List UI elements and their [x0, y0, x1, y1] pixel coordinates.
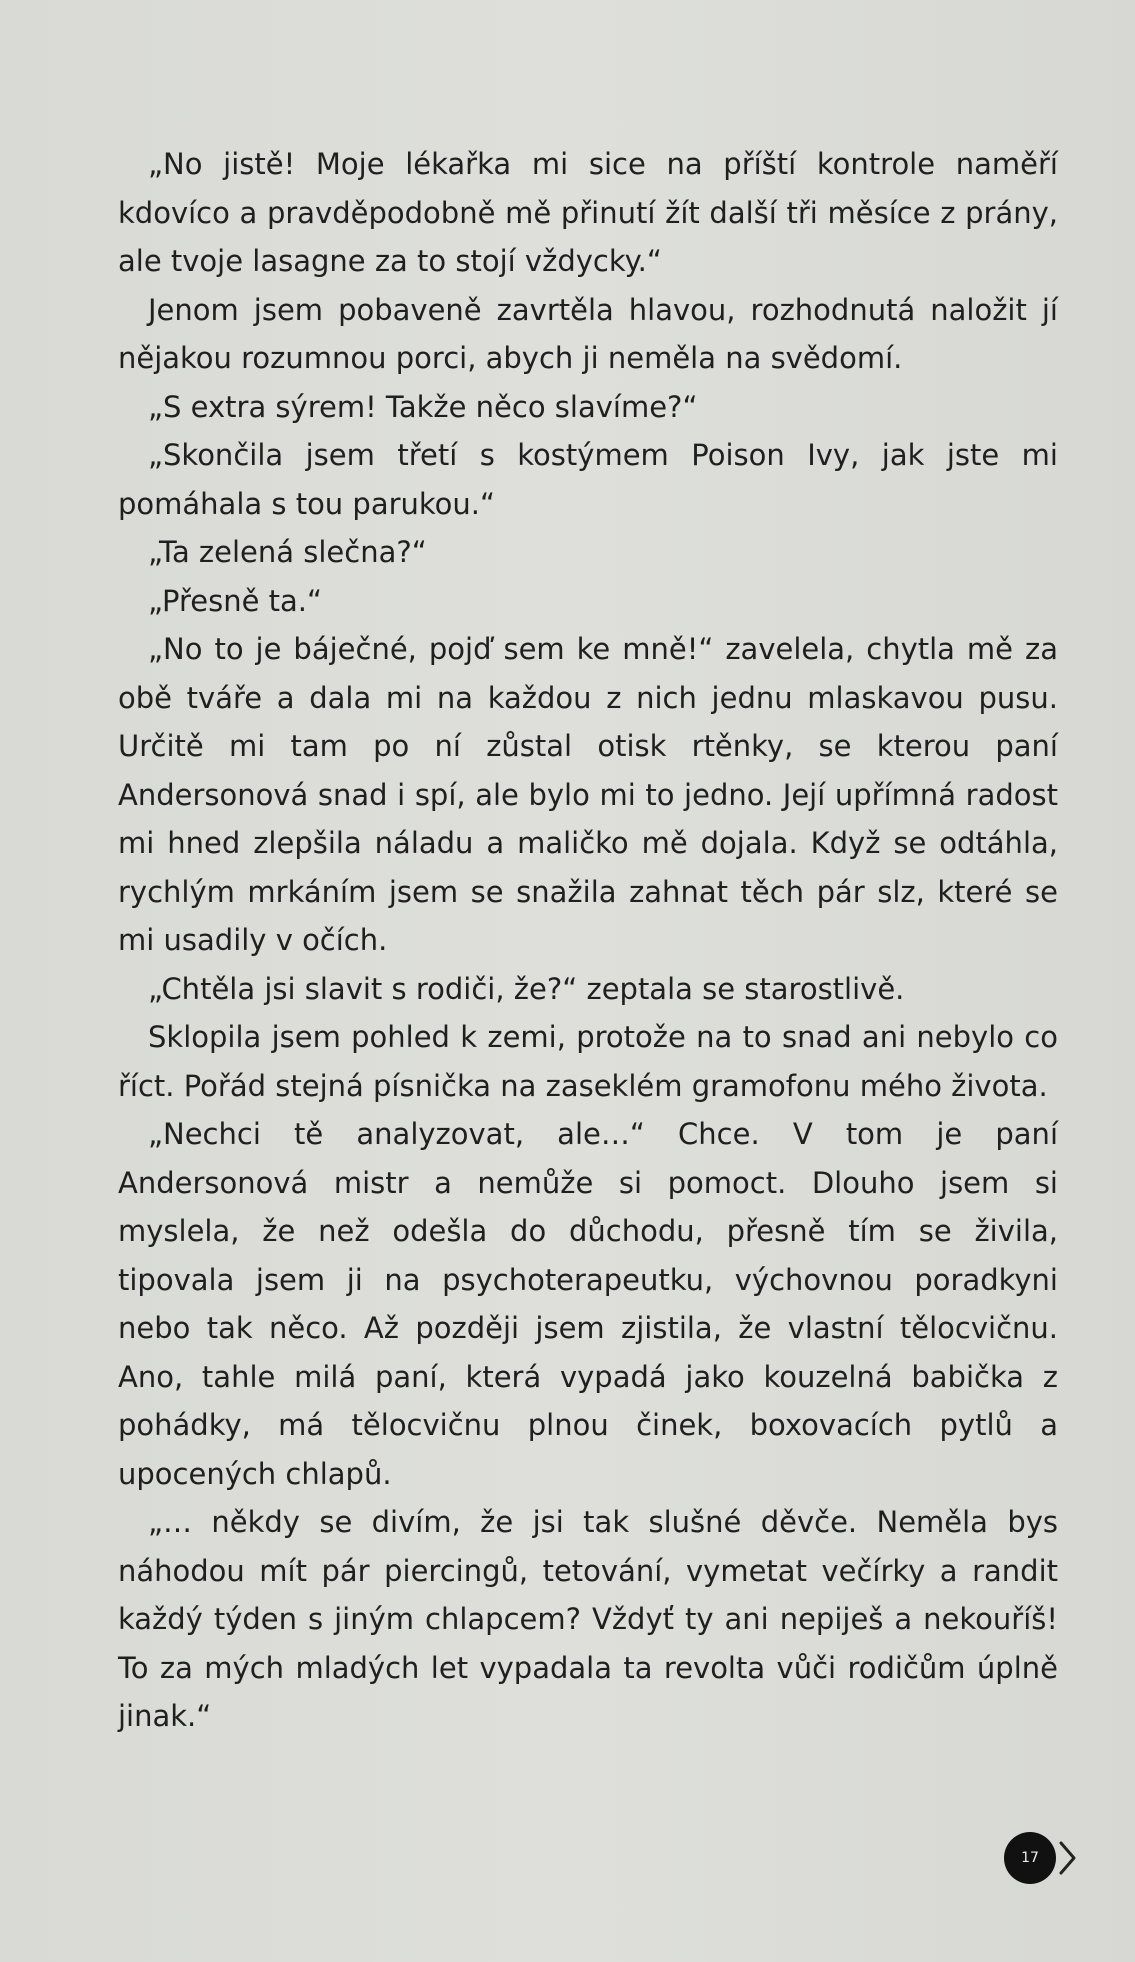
- page-number: 17: [1004, 1832, 1056, 1884]
- paragraph-2: Jenom jsem pobaveně zavrtěla hlavou, rozhodnutá naložit jí nějakou rozumnou porci, abych ji neměla na svědomí.: [118, 292, 1058, 375]
- paragraph-5: „Ta zelená slečna?“: [148, 535, 427, 569]
- paragraph-6: „Přesně ta.“: [148, 583, 323, 618]
- paragraph-7: „No to je báječné, pojď sem ke mně!“ zavelela, chytla mě za obě tváře a dala mi na každou z nich jednu mlaskavou pusu. Určitě mi tam po ní zůstal otisk rtěnky, se kterou paní Andersonová snad i spí, ale bylo mi to jedno. Její upřímná radost mi hned zlepšila náladu a maličko mě dojala. Když se odtáhla, rychlým mrkáním jsem se snažila zahnat těch pár slz, které se mi usadily v očích.: [118, 632, 1058, 957]
- paragraph-11: „… někdy se divím, že jsi tak slušné děvče. Neměla bys náhodou mít pár piercingů, tetování, vymetat večírky a randit každý týden s jiným chlapcem? Vždyť ty ani nepiješ a nekouříš! To za mých mladých let vypadala ta revolta vůči rodičům úplně jinak.“: [118, 1505, 1058, 1733]
- paragraph-1: „No jistě! Moje lékařka mi sice na příští kontrole naměří kdovíco a pravděpodobně mě přinutí žít další tři měsíce z prány, ale tvoje lasagne za to stojí vždycky.“: [118, 147, 1058, 278]
- chevron-right-icon: [1056, 1836, 1080, 1880]
- page-marker: [1004, 1832, 1074, 1886]
- body-text: [118, 140, 1058, 1741]
- paragraph-10: „Nechci tě analyzovat, ale…“ Chce. V tom je paní Andersonová mistr a nemůže si pomoct. Dlouho jsem si myslela, že než odešla do důchodu, přesně tím se živila, tipovala jsem ji na psychoterapeutku, výchovnou poradkyni nebo tak něco. Až později jsem zjistila, že vlastní tělocvičnu. Ano, tahle milá paní, která vypadá jako kouzelná babička z pohádky, má tělocvičnu plnou činek, boxovacích pytlů a upocených chlapů.: [118, 1117, 1058, 1491]
- paragraph-9: Sklopila jsem pohled k zemi, protože na to snad ani nebylo co říct. Pořád stejná písnička na zaseklém gramofonu mého života.: [118, 1020, 1058, 1103]
- paragraph-4: „Skončila jsem třetí s kostýmem Poison Ivy, jak jste mi pomáhala s tou parukou.“: [118, 438, 1058, 521]
- paragraph-3: „S extra sýrem! Takže něco slavíme?“: [148, 389, 698, 424]
- paragraph-8: „Chtěla jsi slavit s rodiči, že?“ zeptala se starostlivě.: [148, 971, 905, 1006]
